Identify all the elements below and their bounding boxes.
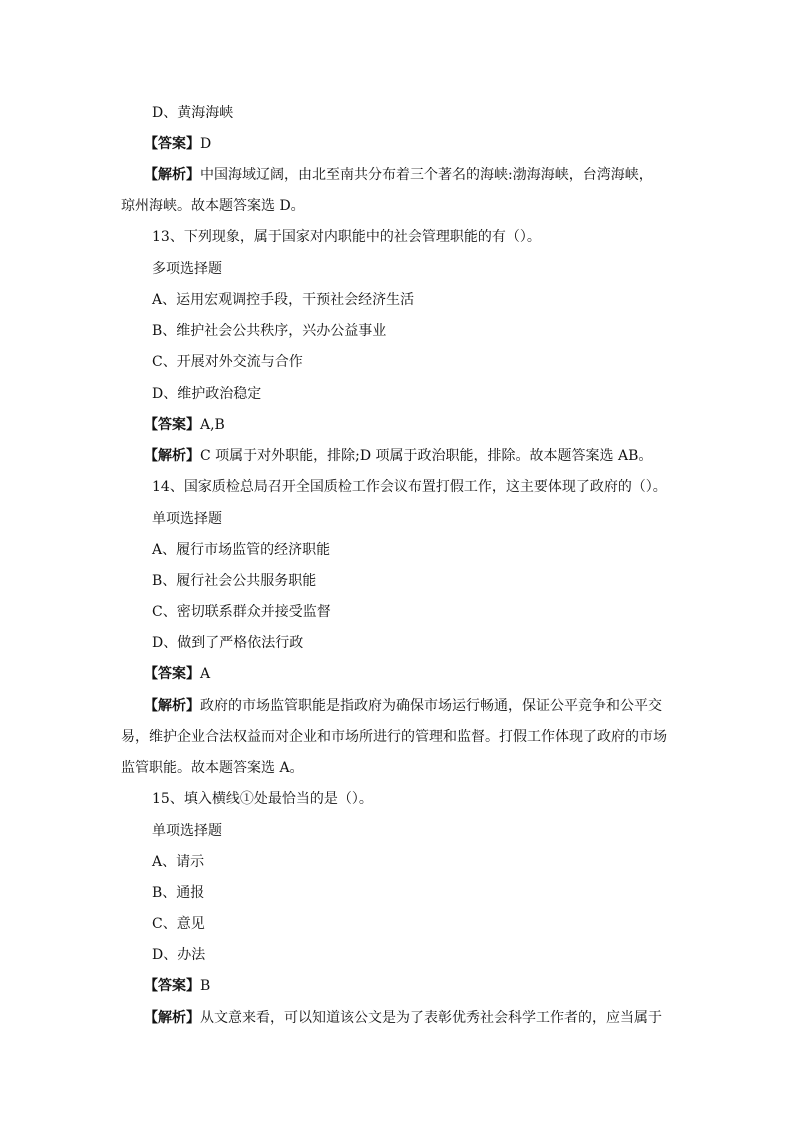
question-13 — [152, 228, 541, 246]
question-type — [152, 260, 222, 278]
answer-line — [144, 135, 211, 153]
answer-value: D — [200, 136, 212, 152]
option-b — [152, 572, 316, 590]
answer-label: 【答案】 — [144, 417, 200, 433]
option-d — [152, 385, 261, 403]
question-text: 13、下列现象，属于国家对内职能中的社会管理职能的有（）。 — [152, 229, 541, 245]
line-text: C、意见 — [152, 916, 205, 932]
answer-line — [144, 977, 210, 995]
analysis-line — [144, 697, 662, 715]
line-text: 多项选择题 — [152, 261, 222, 277]
line-text: D、维护政治稳定 — [152, 386, 262, 402]
question-type — [152, 510, 222, 528]
answer-label: 【答案】 — [144, 978, 200, 994]
answer-value: A — [200, 666, 211, 682]
analysis-text: 中国海域辽阔，由北至南共分布着三个著名的海峡:渤海海峡，台湾海峡， — [200, 167, 653, 183]
line-text: B、维护社会公共秩序，兴办公益事业 — [152, 323, 387, 339]
analysis-continuation — [121, 197, 305, 215]
line-text: 易，维护企业合法权益而对企业和市场所进行的管理和监督。打假工作体现了政府的市场 — [121, 729, 667, 745]
analysis-label: 【解析】 — [144, 167, 200, 183]
line-text: C、密切联系群众并接受监督 — [152, 604, 331, 620]
analysis-line — [144, 447, 652, 465]
analysis-line — [144, 1009, 662, 1027]
line-text: A、请示 — [152, 854, 205, 870]
option-c — [152, 603, 331, 621]
answer-value: B — [200, 978, 211, 994]
line-text: A、履行市场监管的经济职能 — [152, 542, 331, 558]
analysis-continuation — [121, 759, 304, 777]
analysis-continuation — [121, 728, 667, 746]
option-d — [152, 104, 233, 122]
analysis-line — [144, 166, 653, 184]
line-text: C、开展对外交流与合作 — [152, 354, 303, 370]
option-d — [152, 634, 303, 652]
question-text: 14、国家质检总局召开全国质检工作会议布置打假工作，这主要体现了政府的（）。 — [152, 479, 667, 495]
line-text: D、做到了严格依法行政 — [152, 635, 304, 651]
answer-line — [144, 665, 210, 683]
line-text: D、办法 — [152, 947, 206, 963]
analysis-label: 【解析】 — [144, 1010, 200, 1026]
option-c — [152, 915, 205, 933]
option-a — [152, 541, 330, 559]
line-text: B、通报 — [152, 885, 205, 901]
line-text: 单项选择题 — [152, 823, 222, 839]
question-type — [152, 822, 222, 840]
answer-value: A,B — [200, 417, 225, 433]
question-15 — [152, 790, 373, 808]
line-text: A、运用宏观调控手段，干预社会经济生活 — [152, 292, 415, 308]
option-a — [152, 291, 414, 309]
line-text: 监管职能。故本题答案选 A。 — [121, 760, 304, 776]
option-c — [152, 353, 303, 371]
analysis-label: 【解析】 — [144, 448, 200, 464]
option-b — [152, 884, 204, 902]
option-b — [152, 322, 386, 340]
line-text: B、履行社会公共服务职能 — [152, 573, 317, 589]
option-a — [152, 853, 204, 871]
analysis-text: C 项属于对外职能，排除;D 项属于政治职能，排除。故本题答案选 AB。 — [200, 448, 653, 464]
question-14 — [152, 478, 667, 496]
question-text: 15、填入横线①处最恰当的是（）。 — [152, 791, 373, 807]
answer-line — [144, 416, 225, 434]
answer-label: 【答案】 — [144, 136, 200, 152]
analysis-label: 【解析】 — [144, 698, 200, 714]
answer-label: 【答案】 — [144, 666, 200, 682]
line-text: 单项选择题 — [152, 511, 222, 527]
analysis-text: 政府的市场监管职能是指政府为确保市场运行畅通，保证公平竞争和公平交 — [200, 698, 662, 714]
option-d — [152, 946, 205, 964]
analysis-text: 从文意来看，可以知道该公文是为了表彰优秀社会科学工作者的，应当属于 — [200, 1010, 662, 1026]
line-text: D、黄海海峡 — [152, 105, 234, 121]
line-text: 琼州海峡。故本题答案选 D。 — [121, 198, 305, 214]
